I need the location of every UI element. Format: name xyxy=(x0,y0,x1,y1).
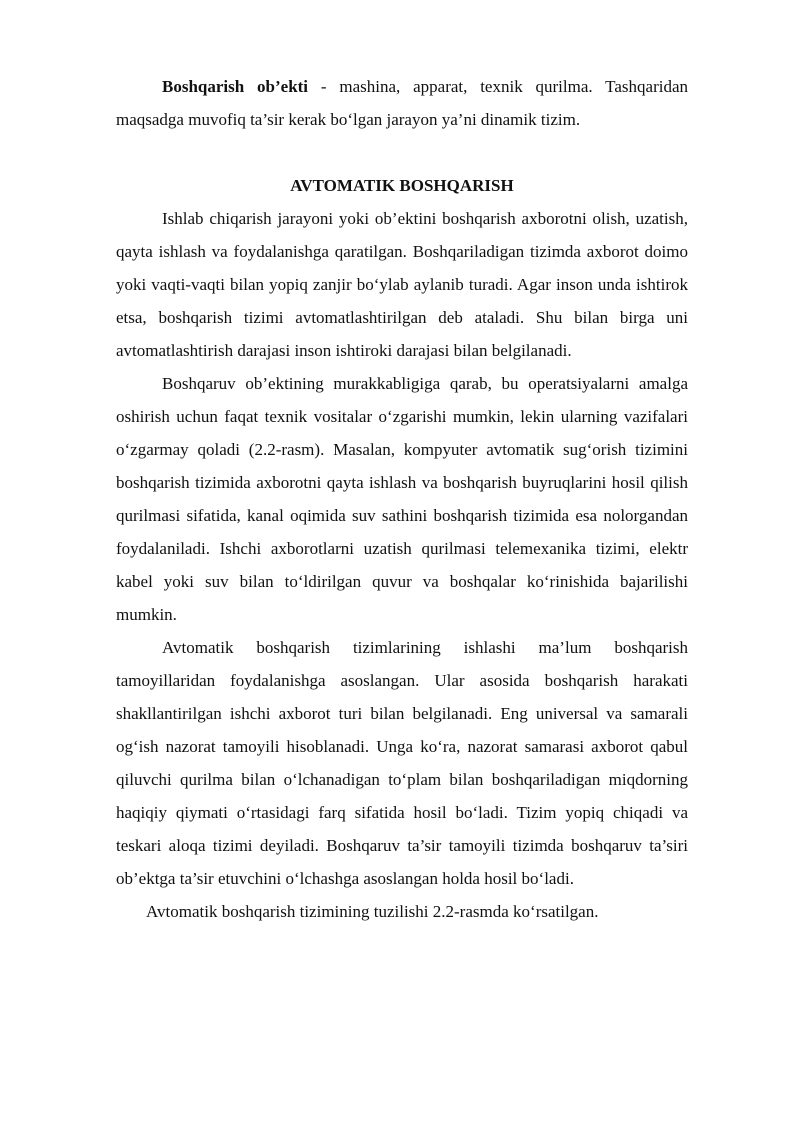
body-paragraph-2: Boshqaruv ob’ektining murakkabligiga qarab, bu operatsiyalarni amalga oshirish uchun faqat texnik vositalar o‘zgarishi mumkin, lekin ularning vazifalari o‘zgarmay qoladi (2.2-rasm). Masalan, kompyuter avtomatik sug‘orish tizimini boshqarish tizimida axborotni qayta ishlash va boshqarish buyruqlarini hosil qilish qurilmasi sifatida, kanal oqimida suv sathini boshqarish tizimida esa nolorgandan foydalaniladi. Ishchi axborotlarni uzatish qurilmasi telemexanika tizimi, elektr kabel yoki suv bilan to‘ldirilgan quvur va boshqalar ko‘rinishida bajarilishi mumkin. xyxy=(116,374,688,624)
body-paragraph-1: Ishlab chiqarish jarayoni yoki ob’ektini boshqarish axborotni olish, uzatish, qayta ishlash va foydalanishga qaratilgan. Boshqariladigan tizimda axborot doimo yoki vaqti-vaqti bilan yopiq zanjir bo‘ylab aylanib turadi. Agar inson unda ishtirok etsa, boshqarish tizimi avtomatlashtirilgan deb ataladi. Shu bilan birga uni avtomatlashtirish darajasi inson ishtiroki darajasi bilan belgilanadi. xyxy=(116,209,688,360)
intro-paragraph xyxy=(116,70,688,136)
intro-text: - mashina, apparat, texnik qurilma. Tashqaridan maqsadga muvofiq ta’sir kerak bo‘lgan jarayon ya’ni dinamik tizim. xyxy=(116,77,689,129)
body-paragraph-3: Avtomatik boshqarish tizimlarining ishlashi ma’lum boshqarish tamoyillaridan foydalanishga asoslangan. Ular asosida boshqarish harakati shakllantirilgan ishchi axborot turi bilan belgilanadi. Eng universal va samarali og‘ish nazorat tamoyili hisoblanadi. Unga ko‘ra, nazorat samarasi axborot qabul qiluvchi qurilma bilan o‘lchanadigan to‘plam bilan boshqariladigan miqdorning haqiqiy qiymati o‘rtasidagi farq sifatida hosil bo‘ladi. Tizim yopiq chiqadi va teskari aloqa tizimi deyiladi. Boshqaruv ta’sir tamoyili tizimda boshqaruv ta’siri ob’ektga ta’sir etuvchini o‘lchashga asoslangan holda hosil bo‘ladi. xyxy=(116,638,688,888)
body-paragraph-4: Avtomatik boshqarish tizimining tuzilishi 2.2-rasmda ko‘rsatilgan. xyxy=(146,902,599,921)
document-page xyxy=(116,70,688,928)
section-heading: AVTOMATIK BOSHQARISH xyxy=(290,176,514,195)
intro-term: Boshqarish ob’ekti xyxy=(162,77,309,96)
